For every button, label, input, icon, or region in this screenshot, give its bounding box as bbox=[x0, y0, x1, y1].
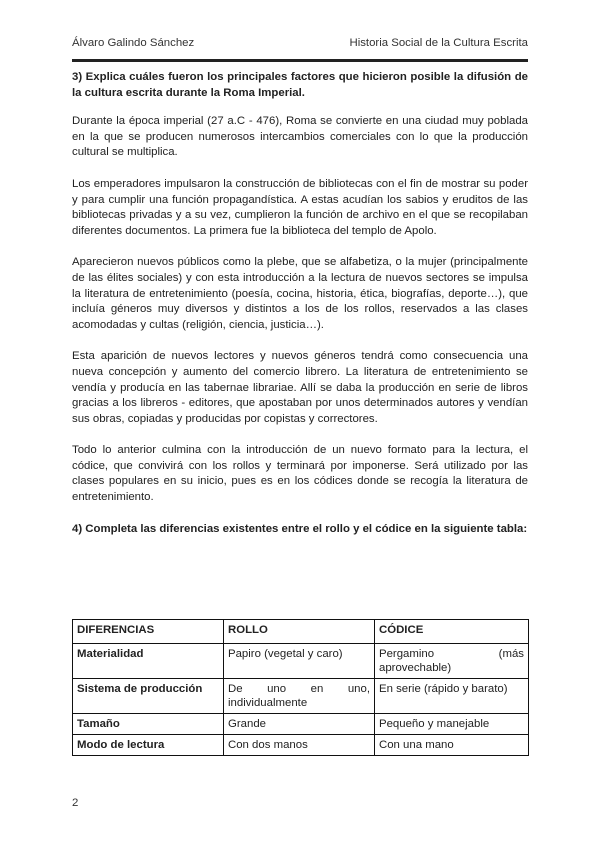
table-cell-rollo: Papiro (vegetal y caro) bbox=[224, 644, 375, 679]
table-row bbox=[73, 735, 529, 756]
differences-table bbox=[72, 619, 529, 756]
paragraph-4: Esta aparición de nuevos lectores y nuevos géneros tendrá como consecuencia una nueva concepción y aumento del comercio librero. La literatura de entretenimiento se vendía y producía en las tabernae librariae. Allí se daba la producción en serie de libros gracias a los libreros - editores, que apostaban por unos determinados autores y vendían sus obras, copiadas y producidas por copistas y correctores. bbox=[72, 350, 528, 425]
table-cell-codice: En serie (rápido y barato) bbox=[375, 679, 529, 714]
table-header-cell: DIFERENCIAS bbox=[73, 620, 224, 644]
question-3-heading: 3) Explica cuáles fueron los principales factores que hicieron posible la difusión de la cultura escrita durante la Roma Imperial. bbox=[72, 71, 528, 99]
page-header bbox=[72, 37, 528, 49]
table-row-label: Modo de lectura bbox=[73, 735, 224, 756]
table-header-cell: CÓDICE bbox=[375, 620, 529, 644]
table-cell-rollo: Grande bbox=[224, 714, 375, 735]
table-cell-codice: Pergamino (más aprovechable) bbox=[375, 644, 529, 679]
document-body bbox=[72, 70, 528, 537]
table-cell-rollo: De uno en uno, individualmente bbox=[224, 679, 375, 714]
table-cell-rollo: Con dos manos bbox=[224, 735, 375, 756]
table-row-label: Sistema de producción bbox=[73, 679, 224, 714]
table-header-row bbox=[73, 620, 529, 644]
question-4-heading: 4) Completa las diferencias existentes entre el rollo y el códice en la siguiente tabla: bbox=[72, 522, 528, 535]
table-row-label: Materialidad bbox=[73, 644, 224, 679]
header-course-title: Historia Social de la Cultura Escrita bbox=[349, 37, 528, 49]
page-number: 2 bbox=[72, 797, 79, 809]
table-row-label: Tamaño bbox=[73, 714, 224, 735]
table-header-cell: ROLLO bbox=[224, 620, 375, 644]
table-cell-codice: Con una mano bbox=[375, 735, 529, 756]
table-row bbox=[73, 714, 529, 735]
table-row bbox=[73, 644, 529, 679]
table-cell-codice: Pequeño y manejable bbox=[375, 714, 529, 735]
header-author: Álvaro Galindo Sánchez bbox=[72, 37, 195, 49]
paragraph-3: Aparecieron nuevos públicos como la plebe, que se alfabetiza, o la mujer (principalmente de las élites sociales) y con esta introducción a la lectura de nuevos sectores se impulsa la literatura de entretenimiento (poesía, cocina, historia, ética, biografías, deporte…), que incluía géneros muy diversos y distintos a los de los rollos, reservados a las clases acomodadas y cultas (religión, ciencia, justicia…). bbox=[72, 256, 528, 331]
paragraph-1: Durante la época imperial (27 a.C - 476), Roma se convierte en una ciudad muy poblada en la que se producen numerosos intercambios comerciales con lo que la producción cultural se multiplica. bbox=[72, 115, 528, 159]
table-row bbox=[73, 679, 529, 714]
paragraph-5: Todo lo anterior culmina con la introducción de un nuevo formato para la lectura, el códice, que convivirá con los rollos y terminará por imponerse. Será utilizado por las clases populares en su inicio, pues es en los códices donde se recogía la literatura de entretenimiento. bbox=[72, 444, 528, 504]
paragraph-2: Los emperadores impulsaron la construcción de bibliotecas con el fin de mostrar su poder y para cumplir una función propagandística. A estas acudían los sabios y eruditos de las bibliotecas privadas y a su vez, cumplieron la función de archivo en el que se recopilaban diferentes documentos. La primera fue la biblioteca del templo de Apolo. bbox=[72, 177, 528, 237]
header-rule bbox=[72, 59, 528, 62]
